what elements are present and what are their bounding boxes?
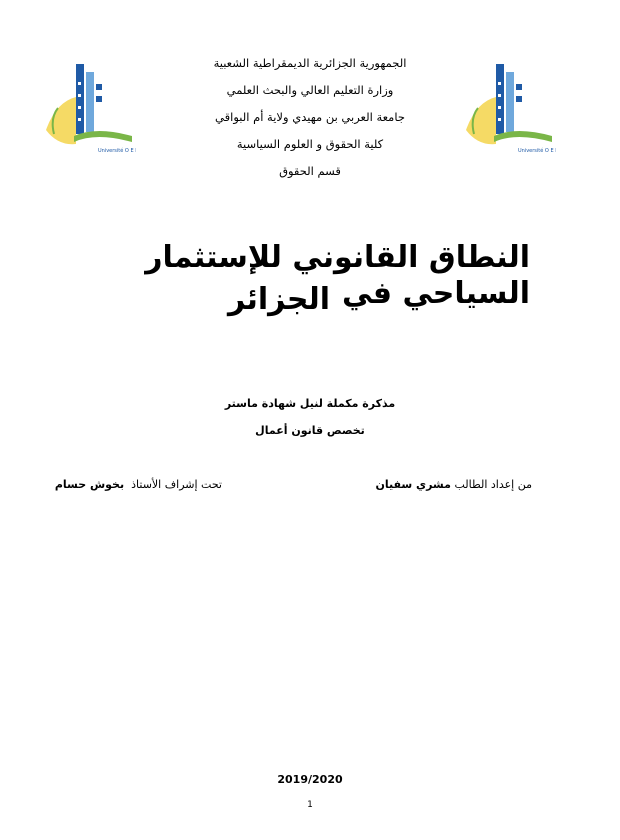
university-logo-right — [456, 52, 556, 162]
university-logo-left — [36, 52, 136, 162]
thesis-type: مذكرة مكملة لنيل شهادة ماستر — [224, 397, 396, 410]
supervisor-name: بخوش حسام — [54, 478, 125, 491]
supervisor-credit — [55, 478, 222, 492]
student-name: مشري سفيان — [375, 478, 451, 491]
logo-text-right: Université O E B — [518, 148, 556, 154]
header-republic: الجمهورية الجزائرية الديمقراطية الشعبية — [213, 56, 407, 70]
page-number: 1 — [307, 800, 313, 810]
header-university: جامعة العربي بن مهيدي ولاية أم البواقي — [215, 110, 405, 124]
logo-text: Université O E B — [98, 148, 136, 154]
header-faculty: كلية الحقوق و العلوم السياسية — [236, 137, 384, 151]
thesis-specialty: تخصص قانون أعمال — [255, 424, 365, 437]
header-department: قسم الحقوق — [279, 164, 341, 178]
student-credit — [375, 478, 532, 492]
header-ministry: وزارة التعليم العالي والبحث العلمي — [226, 83, 394, 97]
thesis-title-line2: الجزائر — [227, 282, 330, 317]
supervisor-label: تحت إشراف الأستاذ — [131, 478, 222, 491]
academic-year: 2019/2020 — [277, 773, 343, 786]
student-label: من إعداد الطالب — [454, 478, 532, 491]
thesis-title-line1: النطاق القانوني للإستثمار السياحي في — [145, 240, 530, 311]
